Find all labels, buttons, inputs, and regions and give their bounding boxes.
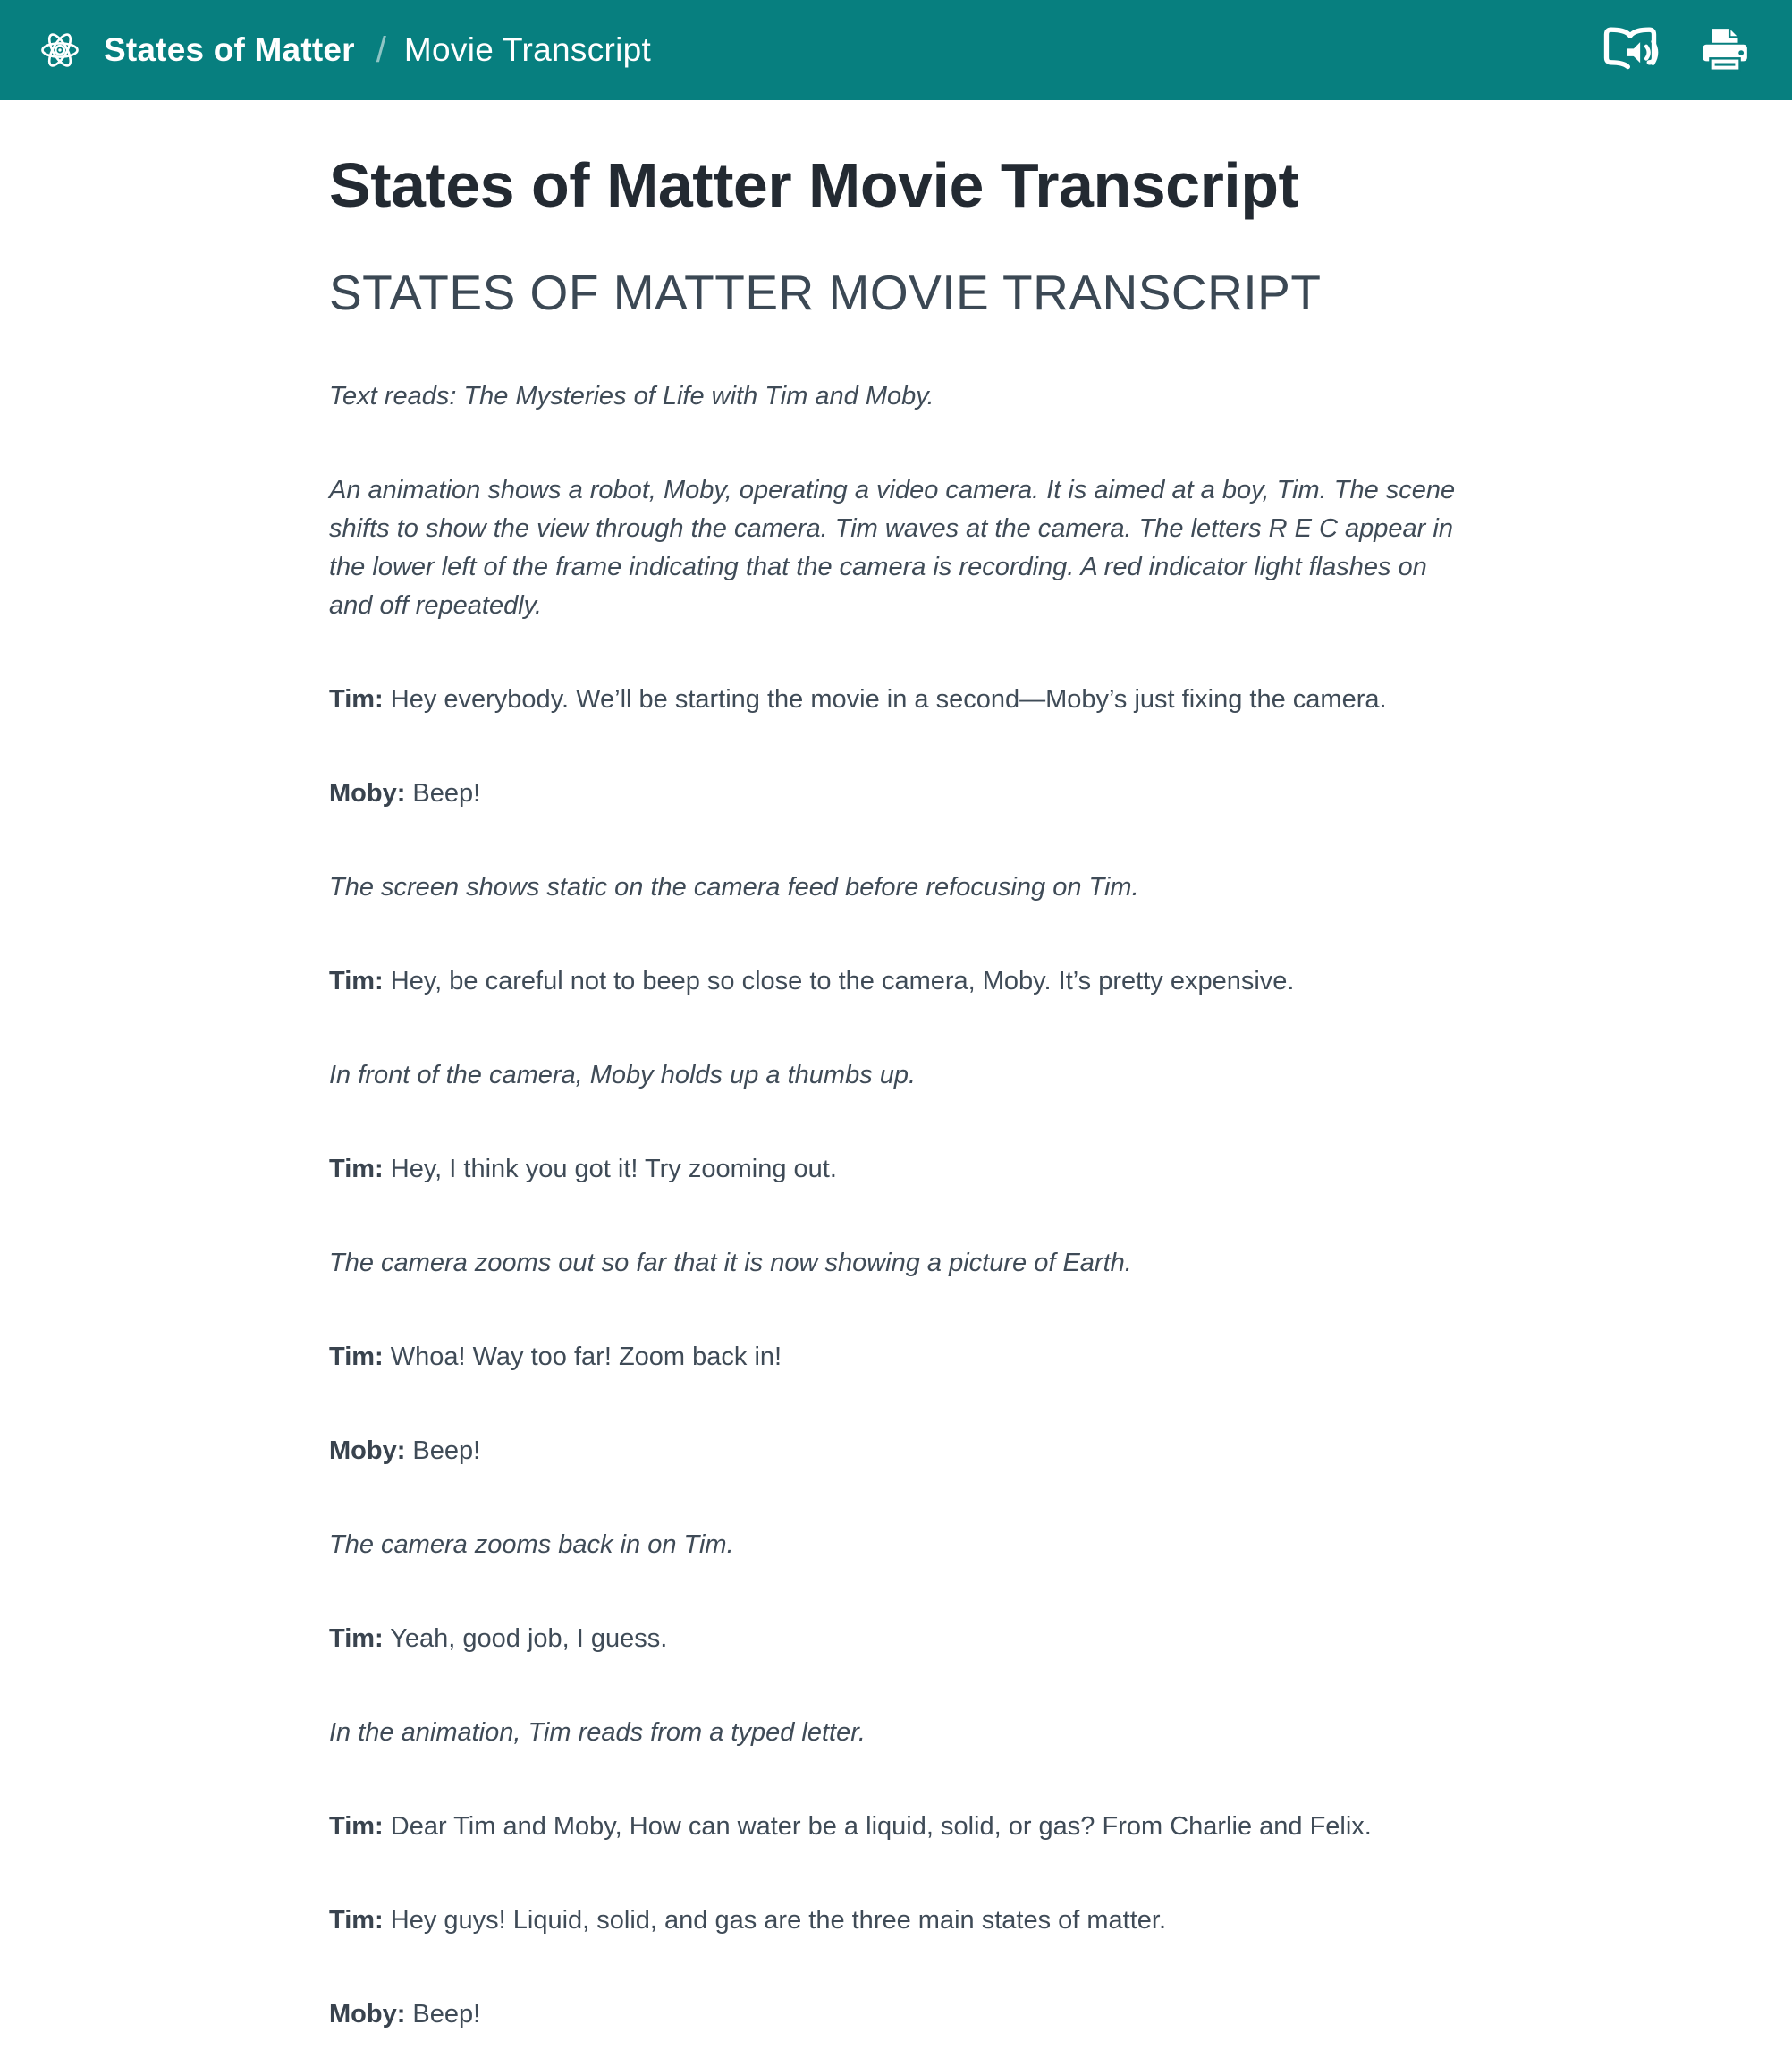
dialogue-line: Tim: Hey everybody. We’ll be starting the movie in a second—Moby’s just fixing the camera. xyxy=(329,685,1387,714)
breadcrumb-current-page: Movie Transcript xyxy=(403,31,652,68)
dialogue-line: Tim: Yeah, good job, I guess. xyxy=(329,1624,668,1653)
speaker-name: Tim: xyxy=(329,1906,384,1935)
stage-direction: The camera zooms back in on Tim. xyxy=(329,1530,734,1559)
speaker-name: Tim: xyxy=(329,1624,384,1653)
speaker-name: Moby: xyxy=(329,1436,406,1465)
speaker-name: Tim: xyxy=(329,685,384,714)
app-header xyxy=(0,0,1792,100)
dialogue-line: Moby: Beep! xyxy=(329,779,481,808)
stage-direction: The camera zooms out so far that it is now showing a picture of Earth. xyxy=(329,1249,1132,1277)
dialogue-line: Moby: Beep! xyxy=(329,1436,481,1465)
transcript-body xyxy=(329,377,1474,2034)
dialogue-line: Moby: Beep! xyxy=(329,2000,481,2029)
dialogue-line: Tim: Hey, I think you got it! Try zooming out. xyxy=(329,1155,837,1183)
printer-icon xyxy=(1699,27,1751,73)
speaker-name: Tim: xyxy=(329,1812,384,1841)
stage-direction: The screen shows static on the camera feed before refocusing on Tim. xyxy=(329,873,1139,902)
stage-direction: An animation shows a robot, Moby, operating a video camera. It is aimed at a boy, Tim. The scene shifts to show the view through the camera. Tim waves at the camera. The letters R E C appear in the lower left of the frame indicating that the camera is recording. A red indicator light flashes on and off repeatedly. xyxy=(329,476,1456,620)
page-subtitle: STATES OF MATTER MOVIE TRANSCRIPT xyxy=(329,265,1322,320)
speaker-name: Tim: xyxy=(329,967,384,995)
stage-direction: In the animation, Tim reads from a typed letter. xyxy=(329,1718,866,1747)
speaker-name: Moby: xyxy=(329,779,406,808)
speaker-name: Tim: xyxy=(329,1343,384,1371)
speaker-name: Moby: xyxy=(329,2000,406,2029)
read-aloud-icon xyxy=(1599,24,1661,76)
breadcrumb-topic-link[interactable]: States of Matter xyxy=(104,31,355,68)
page-title: States of Matter Movie Transcript xyxy=(329,150,1299,220)
stage-direction: In front of the camera, Moby holds up a thumbs up. xyxy=(329,1061,917,1089)
dialogue-line: Tim: Hey guys! Liquid, solid, and gas are the three main states of matter. xyxy=(329,1906,1167,1935)
transcript-page xyxy=(0,147,1474,2034)
breadcrumb-separator: / xyxy=(376,30,386,70)
atom-icon xyxy=(39,30,80,71)
read-aloud-button[interactable] xyxy=(1599,24,1661,76)
print-button[interactable] xyxy=(1699,27,1751,73)
stage-direction: Text reads: The Mysteries of Life with Tim and Moby. xyxy=(329,382,934,411)
breadcrumb xyxy=(104,30,651,71)
dialogue-line: Tim: Whoa! Way too far! Zoom back in! xyxy=(329,1343,782,1371)
dialogue-line: Tim: Dear Tim and Moby, How can water be a liquid, solid, or gas? From Charlie and Felix. xyxy=(329,1812,1372,1841)
dialogue-line: Tim: Hey, be careful not to beep so close to the camera, Moby. It’s pretty expensive. xyxy=(329,967,1295,995)
speaker-name: Tim: xyxy=(329,1155,384,1183)
